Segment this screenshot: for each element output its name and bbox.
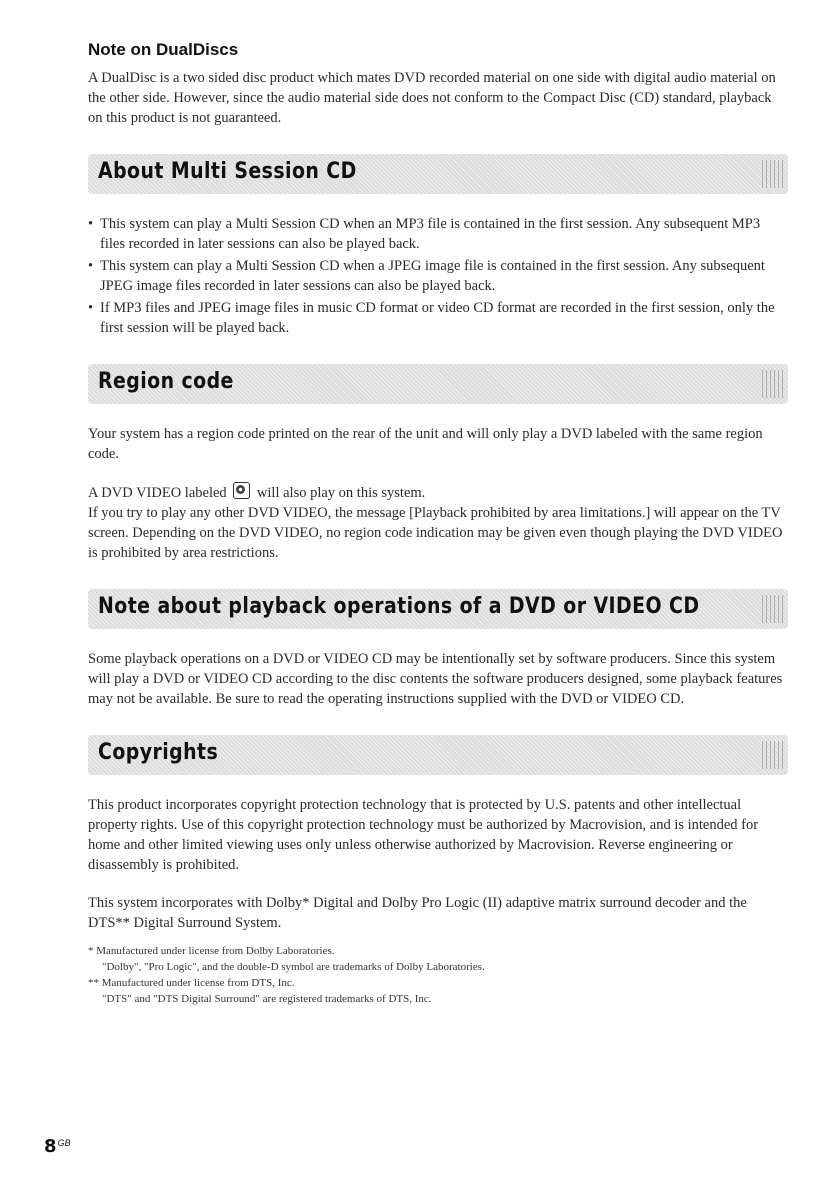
region-text-before: A DVD VIDEO labeled <box>88 485 227 501</box>
playback-title: Note about playback operations of a DVD or VIDEO CD <box>98 594 700 619</box>
footnote: "Dolby", "Pro Logic", and the double-D symbol are trademarks of Dolby Laboratories. <box>102 961 485 973</box>
list-item: • If MP3 files and JPEG image files in music CD format or video CD format are recorded in the first session, only the first session will be played back. <box>88 298 788 338</box>
copyrights-paragraph-1: This product incorporates copyright protection technology that is protected by U.S. patents and other intellectual property rights. Use of this copyright protection technology must be authorized by Macrovision, and is intended for home and other limited viewing uses only unless otherwise authorized by Macrovision. Reverse engineering or disassembly is prohibited. <box>88 797 759 873</box>
region-text-after: will also play on this system. <box>256 485 426 501</box>
page-number-suffix: GB <box>57 1138 71 1148</box>
playback-body: Some playback operations on a DVD or VIDEO CD may be intentionally set by software producers. Since this system will play a DVD or VIDEO CD according to the disc contents the software producers designed, some playback features may not be available. Be sure to read the operating instructions supplied with the DVD or VIDEO CD. <box>88 651 783 707</box>
region-title: Region code <box>98 369 234 394</box>
footnote: * Manufactured under license from Dolby Laboratories. <box>88 945 335 957</box>
region-banner <box>88 364 788 404</box>
footnote: ** Manufactured under license from DTS, Inc. <box>88 977 295 989</box>
footnote: "DTS" and "DTS Digital Surround" are registered trademarks of DTS, Inc. <box>102 993 432 1005</box>
page-number-value: 8 <box>44 1136 57 1157</box>
multisession-banner <box>88 154 788 194</box>
footnotes <box>88 943 788 1007</box>
multisession-list <box>88 214 788 338</box>
copyrights-paragraph-2: This system incorporates with Dolby* Digital and Dolby Pro Logic (II) adaptive matrix surround decoder and the DTS** Digital Surround System. <box>88 895 747 931</box>
dualdisc-section <box>88 40 788 128</box>
list-item: • This system can play a Multi Session CD when an MP3 file is contained in the first session. Any subsequent MP3 files recorded in later sessions can also be played back. <box>88 214 788 254</box>
manual-page <box>88 40 788 1007</box>
dualdisc-body: A DualDisc is a two sided disc product which mates DVD recorded material on one side with digital audio material on the other side. However, since the audio material side does not conform to the Compact Disc (CD) standard, playback on this product is not guaranteed. <box>88 70 776 126</box>
list-item: • This system can play a Multi Session CD when a JPEG image file is contained in the first session. Any subsequent JPEG image files recorded in later sessions can also be played back. <box>88 256 788 296</box>
region-paragraph-2 <box>88 482 788 503</box>
playback-banner <box>88 589 788 629</box>
copyrights-title: Copyrights <box>98 740 219 765</box>
region-all-globe-icon <box>233 482 250 499</box>
region-paragraph-1: Your system has a region code printed on the rear of the unit and will only play a DVD labeled with the same region code. <box>88 426 763 462</box>
page-number <box>44 1136 71 1157</box>
copyrights-banner <box>88 735 788 775</box>
region-paragraph-3: If you try to play any other DVD VIDEO, the message [Playback prohibited by area limitations.] will appear on the TV screen. Depending on the DVD VIDEO, no region code indication may be given even though playing the DVD VIDEO is prohibited by area restrictions. <box>88 505 783 561</box>
multisession-title: About Multi Session CD <box>98 159 357 184</box>
dualdisc-heading: Note on DualDiscs <box>88 40 239 59</box>
